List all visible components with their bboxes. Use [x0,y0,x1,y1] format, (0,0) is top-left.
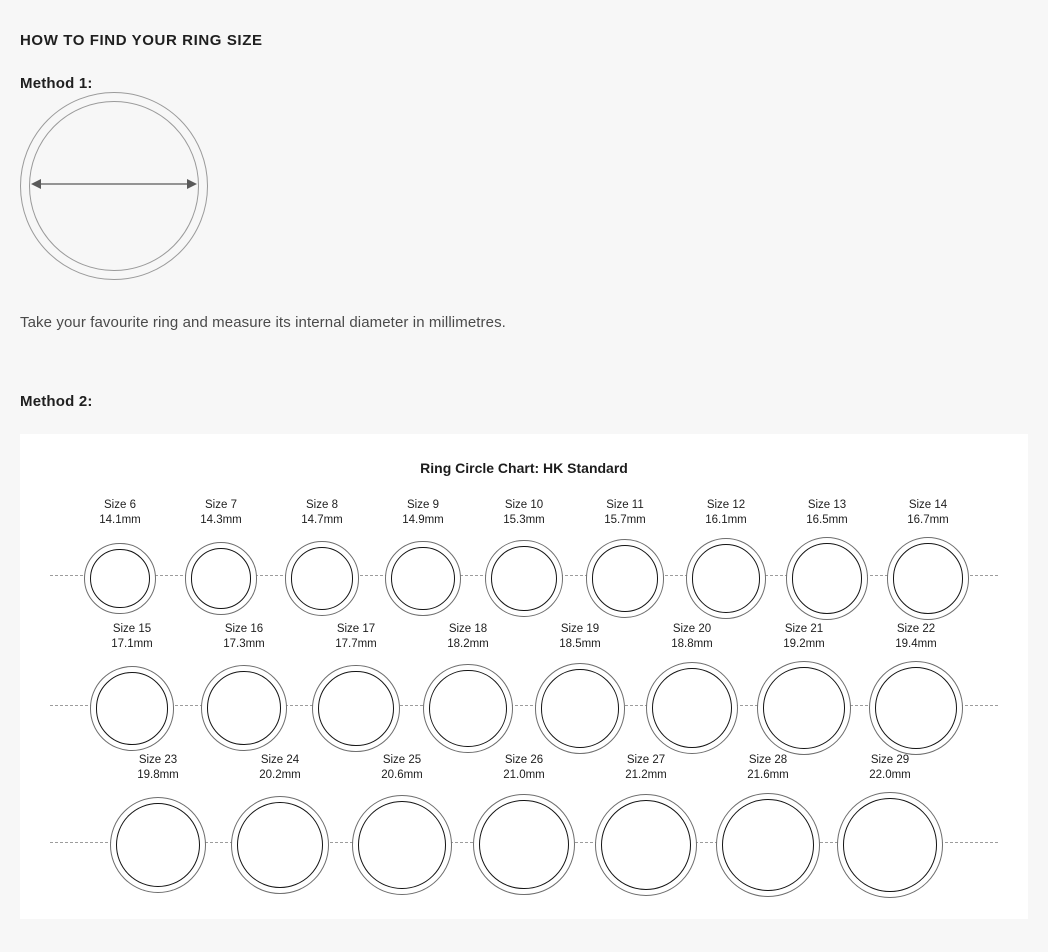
ring-size-cell[interactable] [829,753,951,901]
ring-size-label: Size 17 [336,623,376,635]
ring-size-cell[interactable] [300,622,412,758]
ring-circle-graphic [646,658,738,758]
ring-circle-graphic [716,789,820,901]
ring-size-label: Size 21 [784,623,824,635]
ring-inner-edge [652,668,732,748]
ring-circle-graphic [535,658,626,758]
page-title: HOW TO FIND YOUR RING SIZE [20,32,263,49]
ring-inner-edge [722,799,814,891]
ring-circle-graphic [837,789,943,901]
ring-size-label: Size 20 [672,623,712,635]
ring-size-label: Size 23 [138,754,178,766]
ring-size-cell[interactable] [777,498,878,623]
ring-outer-edge [485,540,562,617]
ring-outer-edge [686,538,766,618]
chart-row-cells [20,622,1028,758]
ring-size-cell[interactable] [219,753,341,901]
ring-outer-edge [385,541,460,616]
ring-diameter-illustration [20,92,210,282]
ring-inner-edge [875,667,957,749]
chart-title: Ring Circle Chart: HK Standard [420,460,628,476]
ring-size-cell[interactable] [341,753,463,901]
ring-size-label: Size 7 [205,499,237,511]
ring-size-label: Size 19 [560,623,600,635]
ring-circle-graphic [757,658,851,758]
ring-outer-edge [110,797,206,893]
ring-outer-edge [352,795,452,895]
method-2-label: Method 2: [20,393,93,410]
ring-circle-graphic [231,789,329,901]
ring-size-label: Size 28 [748,754,788,766]
ring-size-cell[interactable] [748,622,860,758]
ring-outer-edge [473,794,574,895]
chart-rows-container [20,498,1028,885]
ring-circle-graphic [285,534,359,623]
ring-size-label: Size 24 [260,754,300,766]
ring-diameter-label: 19.8mm [137,769,179,781]
ring-size-cell[interactable] [412,622,524,758]
ring-diameter-label: 21.6mm [747,769,789,781]
ring-inner-edge [692,544,760,612]
ring-size-label: Size 18 [448,623,488,635]
method-1-caption: Take your favourite ring and measure its internal diameter in millimetres. [20,314,506,331]
ring-inner-edge [237,802,323,888]
ring-outer-edge [84,543,156,615]
ring-outer-edge [185,542,258,615]
ring-diameter-label: 14.9mm [402,514,444,526]
ring-inner-edge [792,543,862,613]
chart-row-cells [20,498,1028,623]
ring-circle-graphic [312,658,399,758]
ring-outer-edge [646,662,738,754]
ring-inner-edge [479,800,568,889]
ring-outer-edge [201,665,287,751]
diameter-arrow-icon [29,172,199,196]
ring-size-cell[interactable] [171,498,272,623]
ring-size-label: Size 11 [606,499,644,511]
ring-size-label: Size 13 [807,499,847,511]
ring-outer-edge [786,537,868,619]
chart-row-cells [20,753,1028,901]
ring-size-cell[interactable] [878,498,979,623]
ring-diameter-label: 14.1mm [99,514,141,526]
ring-inner-edge [491,546,556,611]
ring-size-cell[interactable] [575,498,676,623]
ring-size-label: Size 26 [504,754,544,766]
method-1-label: Method 1: [20,75,93,92]
ring-inner-edge [90,549,150,609]
ring-diameter-label: 16.5mm [806,514,848,526]
ring-inner-edge [358,801,446,889]
ring-size-cell[interactable] [474,498,575,623]
ring-circle-graphic [595,789,697,901]
ring-diameter-label: 18.8mm [671,638,713,650]
ring-size-cell[interactable] [373,498,474,623]
ring-size-label: Size 9 [407,499,439,511]
ring-size-label: Size 14 [908,499,948,511]
ring-size-cell[interactable] [707,753,829,901]
ring-size-label: Size 10 [504,499,544,511]
ring-outer-edge [716,793,820,897]
ring-outer-edge [757,661,851,755]
ring-diameter-label: 18.5mm [559,638,601,650]
ring-inner-edge [893,543,964,614]
ring-outer-edge [535,663,626,754]
ring-inner-edge [541,669,620,748]
ring-circle-graphic [110,789,206,901]
ring-circle-graphic [786,534,868,623]
ring-diameter-label: 20.6mm [381,769,423,781]
ring-size-label: Size 15 [112,623,152,635]
ring-size-label: Size 22 [896,623,936,635]
ring-inner-edge [207,671,281,745]
ring-size-cell[interactable] [524,622,636,758]
ring-circle-graphic [90,658,175,758]
ring-diameter-label: 21.2mm [625,769,667,781]
ring-circle-graphic [869,658,963,758]
ring-circle-graphic [887,534,970,623]
ring-size-label: Size 16 [224,623,264,635]
ring-circle-graphic [423,658,512,758]
ring-diameter-label: 17.3mm [223,638,265,650]
ring-circle-graphic [485,534,562,623]
ring-outer-edge [285,541,359,615]
ring-diameter-label: 16.7mm [907,514,949,526]
method-2-section [20,393,1028,919]
ring-outer-edge [90,666,175,751]
ring-size-cell[interactable] [860,622,972,758]
ring-diameter-label: 14.3mm [200,514,242,526]
ring-diameter-label: 18.2mm [447,638,489,650]
ring-diameter-label: 15.7mm [604,514,646,526]
ring-diameter-label: 15.3mm [503,514,545,526]
ring-diameter-label: 22.0mm [869,769,911,781]
ring-size-cell[interactable] [636,622,748,758]
ring-size-label: Size 8 [306,499,338,511]
ring-diameter-label: 17.7mm [335,638,377,650]
ring-outer-edge [837,792,943,898]
ring-outer-edge [887,537,970,620]
ring-size-label: Size 12 [706,499,746,511]
ring-outer-edge [586,539,665,618]
chart-row [20,498,1028,616]
ring-size-cell[interactable] [97,753,219,901]
ring-inner-edge [191,548,252,609]
ring-inner-edge [96,672,169,745]
ring-diameter-label: 17.1mm [111,638,153,650]
ring-circle-graphic [586,534,665,623]
ring-size-label: Size 6 [104,499,136,511]
ring-outer-edge [423,664,512,753]
ring-inner-edge [763,667,845,749]
ring-inner-edge [116,803,200,887]
ring-outer-edge [231,796,329,894]
ring-inner-edge [291,547,353,609]
ring-size-label: Size 29 [870,754,910,766]
ring-diameter-label: 16.1mm [705,514,747,526]
ring-inner-edge [843,798,937,892]
ring-size-cell[interactable] [188,622,300,758]
ring-diameter-label: 21.0mm [503,769,545,781]
ring-inner-edge [429,670,506,747]
ring-diameter-label: 19.4mm [895,638,937,650]
ring-outer-edge [869,661,963,755]
ring-circle-graphic [473,789,574,901]
method-1-section [20,75,1028,331]
chart-row [20,622,1028,747]
ring-inner-edge [592,545,659,612]
ring-outer-edge [595,794,697,896]
ring-diameter-label: 20.2mm [259,769,301,781]
ring-size-cell[interactable] [76,622,188,758]
ring-inner-edge [391,547,454,610]
ring-size-cell[interactable] [272,498,373,623]
ring-circle-graphic [201,658,287,758]
ring-diameter-label: 19.2mm [783,638,825,650]
ring-circle-chart-panel [20,434,1028,919]
ring-size-cell[interactable] [463,753,585,901]
chart-row [20,753,1028,885]
ring-inner-edge [318,671,393,746]
ring-circle-graphic [686,534,766,623]
ring-outer-edge [312,665,399,752]
ring-size-cell[interactable] [70,498,171,623]
ring-inner-edge [601,800,691,890]
ring-size-cell[interactable] [676,498,777,623]
ring-circle-graphic [352,789,452,901]
ring-size-label: Size 25 [382,754,422,766]
ring-size-label: Size 27 [626,754,666,766]
ring-circle-graphic [385,534,460,623]
ring-circle-graphic [84,534,156,623]
ring-diameter-label: 14.7mm [301,514,343,526]
ring-size-cell[interactable] [585,753,707,901]
ring-circle-graphic [185,534,258,623]
